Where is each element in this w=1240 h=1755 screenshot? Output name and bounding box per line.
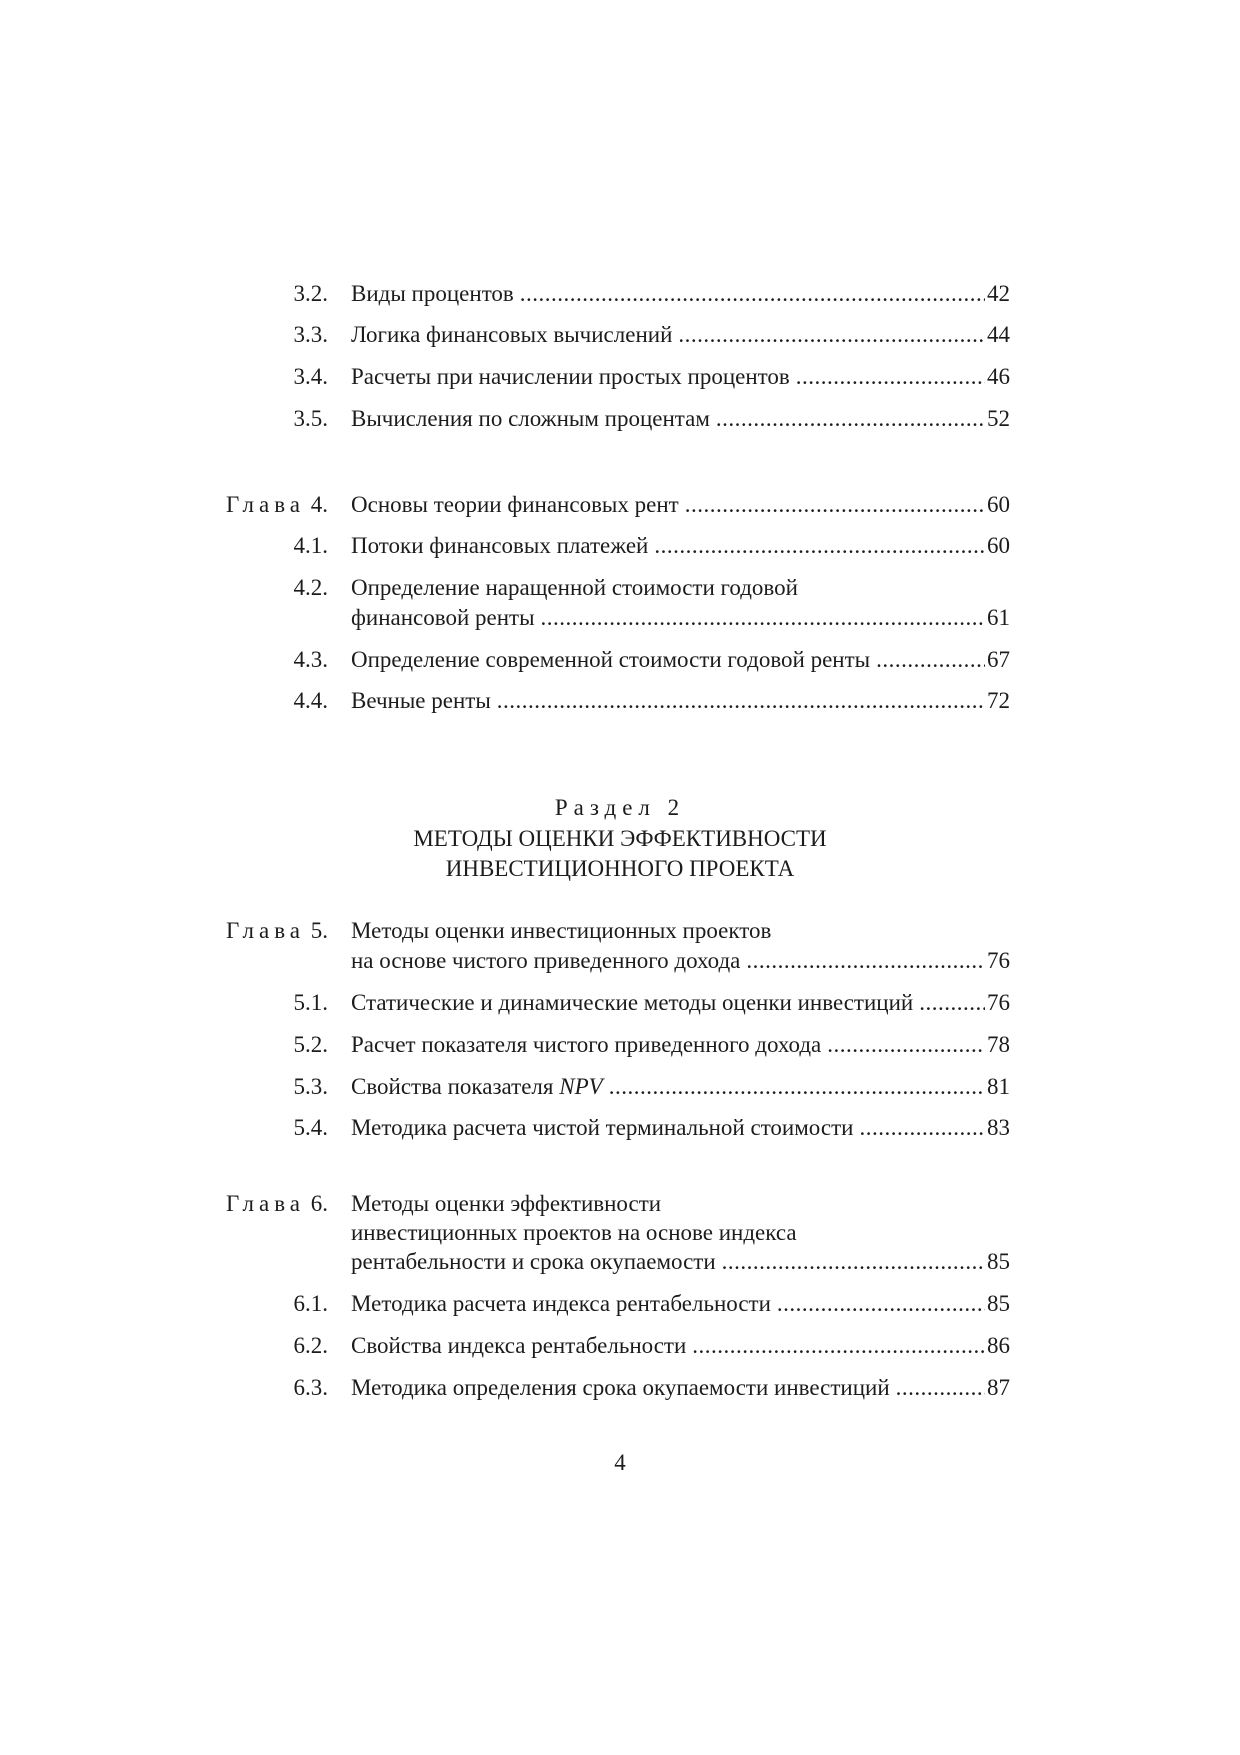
entry-number: 5.3. [293,1074,328,1099]
chapter-page: 60 [987,492,1010,517]
chapter-num: 5. [310,918,328,943]
leader-dots [876,643,985,677]
leader-dots [497,684,985,718]
leader-dots [746,944,985,978]
toc-entry [0,1329,1240,1363]
chapter-num: 4. [310,492,328,517]
toc-entry [0,277,1240,311]
entry-page: 52 [987,406,1010,431]
entry-number: 6.3. [293,1375,328,1400]
entry-page: 67 [987,647,1010,672]
entry-number: 4.4. [293,688,328,713]
entry-page: 81 [987,1074,1010,1099]
toc-chapter-continuation [0,944,1240,978]
entry-page: 42 [987,281,1010,306]
entry-page: 46 [987,364,1010,389]
entry-page: 85 [987,1291,1010,1316]
toc-entry [0,1111,1240,1145]
entry-page: 87 [987,1375,1010,1400]
leader-dots [654,529,985,563]
entry-number: 5.4. [293,1115,328,1140]
entry-number: 4.1. [293,533,328,558]
entry-title: Вечные ренты [351,688,491,713]
entry-page: 76 [987,990,1010,1015]
entry-title: Потоки финансовых платежей [351,533,649,558]
entry-title: Методика расчета чистой терминальной стоимости [351,1115,854,1140]
entry-title: Расчеты при начислении простых процентов [351,364,790,389]
leader-dots [722,1245,985,1279]
chapter-number [200,914,328,948]
leader-dots [827,1028,985,1062]
toc-entry [0,684,1240,718]
toc-entry [0,986,1240,1020]
entry-page: 83 [987,1115,1010,1140]
toc-entry [0,1070,1240,1104]
chapter-title-line1: Методы оценки эффективности [351,1191,662,1216]
entry-page: 60 [987,533,1010,558]
section-title-line1: МЕТОДЫ ОЦЕНКИ ЭФФЕКТИВНОСТИ [413,826,827,851]
toc-entry [0,318,1240,352]
page-number: 4 [614,1450,626,1475]
toc-entry [0,1028,1240,1062]
entry-number: 6.1. [293,1291,328,1316]
entry-title: Логика финансовых вычислений [351,322,673,347]
entry-page: 44 [987,322,1010,347]
chapter-label: Глава [225,492,305,517]
leader-dots [541,601,985,635]
chapter-title-line1: Методы оценки инвестиционных проектов [351,918,772,943]
entry-page: 78 [987,1032,1010,1057]
toc-entry [0,643,1240,677]
entry-title: Методика определения срока окупаемости инвестиций [351,1375,890,1400]
entry-number: 6.2. [293,1333,328,1358]
toc-entry [0,571,1240,605]
entry-title: Определение современной стоимости годовой ренты [351,647,871,672]
leader-dots [692,1329,985,1363]
entry-number: 3.3. [293,322,328,347]
toc-chapter [0,488,1240,522]
entry-title: Вычисления по сложным процентам [351,406,710,431]
chapter-title-line2: инвестиционных проектов на основе индекса [351,1220,797,1245]
entry-title-line1: Определение наращенной стоимости годовой [351,575,798,600]
leader-dots [896,1371,985,1405]
entry-number: 5.1. [293,990,328,1015]
entry-number: 4.3. [293,647,328,672]
chapter-title: Основы теории финансовых рент [351,492,679,517]
entry-number: 3.5. [293,406,328,431]
leader-dots [520,277,985,311]
entry-title-italic: NPV [559,1074,603,1099]
toc-chapter-continuation [0,1245,1240,1279]
entry-number: 4.2. [293,575,328,600]
entry-title: Методика расчета индекса рентабельности [351,1291,771,1316]
entry-title-text: Свойства показателя [351,1074,554,1099]
section-title-line2: ИНВЕСТИЦИОННОГО ПРОЕКТА [445,856,795,881]
section-label: Раздел 2 [554,795,686,820]
leader-dots [919,986,985,1020]
entry-title: Статические и динамические методы оценки инвестиций [351,990,914,1015]
chapter-num: 6. [310,1191,328,1216]
entry-title: Свойства индекса рентабельности [351,1333,687,1358]
entry-number: 3.4. [293,364,328,389]
leader-dots [685,488,985,522]
entry-page: 72 [987,688,1010,713]
leader-dots [796,360,985,394]
toc-entry [0,360,1240,394]
entry-number: 3.2. [293,281,328,306]
leader-dots [777,1287,985,1321]
entry-title: Расчет показателя чистого приведенного дохода [351,1032,822,1057]
chapter-page: 76 [987,948,1010,973]
chapter-label: Глава [225,1191,305,1216]
entry-title-line2: финансовой ренты [351,605,535,630]
leader-dots [716,402,985,436]
entry-title: Виды процентов [351,281,514,306]
leader-dots [859,1111,985,1145]
entry-number: 5.2. [293,1032,328,1057]
entry-title [351,1070,603,1104]
chapter-number [200,488,328,522]
chapter-title-line2: на основе чистого приведенного дохода [351,948,741,973]
entry-page: 86 [987,1333,1010,1358]
leader-dots [678,318,985,352]
chapter-page: 85 [987,1249,1010,1274]
toc-entry [0,402,1240,436]
leader-dots [609,1070,985,1104]
entry-page: 61 [987,605,1010,630]
chapter-title-line3: рентабельности и срока окупаемости [351,1249,716,1274]
toc-chapter [0,914,1240,948]
chapter-label: Глава [225,918,305,943]
toc-entry [0,529,1240,563]
toc-entry [0,1371,1240,1405]
toc-entry-continuation [0,601,1240,635]
toc-entry [0,1287,1240,1321]
